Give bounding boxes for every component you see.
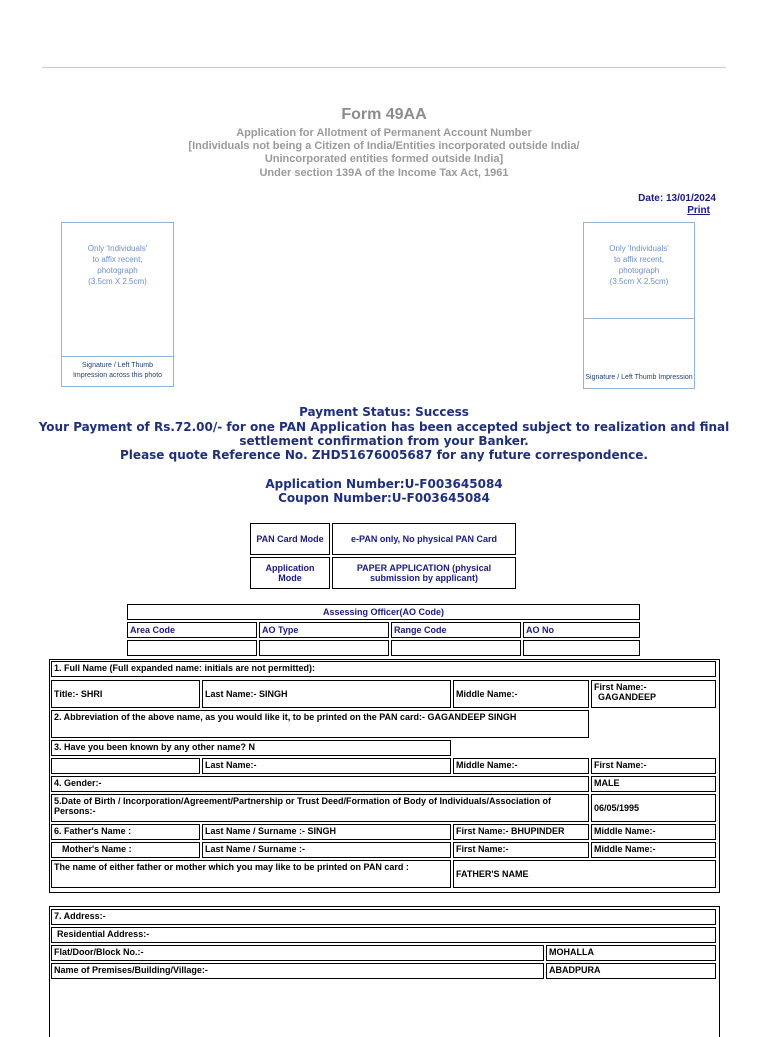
form-subtitle-2: [Individuals not being a Citizen of India/Entities incorporated outside India/	[188, 140, 580, 152]
photo-text-line: to affix recent,	[613, 255, 665, 264]
payment-message-1: Your Payment of Rs.72.00/- for one PAN Application has been accepted subject to realization and final	[38, 420, 730, 434]
form-title: Form 49AA	[341, 106, 427, 123]
other-first-name: First Name:-	[591, 758, 716, 774]
signature-instruction	[62, 361, 173, 381]
print-parent-name-value: FATHER'S NAME	[453, 860, 716, 888]
photo-box-right	[583, 222, 695, 389]
premises-value: ABADPURA	[546, 963, 716, 979]
area-code-value	[127, 640, 257, 656]
middle-name-field: Middle Name:-	[453, 680, 589, 708]
mode-table	[248, 521, 518, 591]
mother-last-name: Last Name / Surname :-	[202, 842, 451, 858]
father-middle-name: Middle Name:-	[591, 824, 716, 840]
father-first-name: First Name:- BHUPINDER	[453, 824, 589, 840]
last-name-field: Last Name:- SINGH	[202, 680, 451, 708]
ao-no-header: AO No	[523, 622, 640, 638]
range-code-header: Range Code	[391, 622, 521, 638]
title-field: Title:- SHRI	[51, 680, 200, 708]
photo-box-left	[61, 222, 174, 387]
signature-text-line: Impression across this photo	[72, 372, 163, 379]
full-name-question: 1. Full Name (Full expanded name: initials are not permitted):	[51, 661, 716, 677]
area-code-header: Area Code	[127, 622, 257, 638]
form-subtitle-4: Under section 139A of the Income Tax Act, 1961	[259, 167, 509, 179]
address-question: 7. Address:-	[51, 909, 716, 925]
signature-text-line: Signature / Left Thumb	[81, 362, 154, 369]
residential-address-label: Residential Address:-	[51, 927, 716, 943]
other-name-title	[51, 758, 200, 774]
gender-value: MALE	[591, 776, 716, 792]
ao-code-title: Assessing Officer(AO Code)	[127, 604, 640, 620]
dob-value: 06/05/1995	[591, 794, 716, 822]
print-parent-name-question: The name of either father or mother which you may like to be printed on PAN card :	[51, 860, 451, 888]
date-label: Date: 13/01/2024	[638, 193, 716, 204]
range-code-value	[391, 640, 521, 656]
photo-instruction	[62, 243, 173, 287]
payment-status: Payment Status: Success	[299, 405, 469, 419]
photo-text-line: photograph	[618, 266, 660, 275]
reference-message: Please quote Reference No. ZHD51676005687 for any future correspondence.	[120, 448, 648, 462]
flat-value: MOHALLA	[546, 945, 716, 961]
photo-text-line: (3.5cm X 2.5cm)	[609, 277, 669, 286]
ao-no-value	[523, 640, 640, 656]
pan-card-mode-label: PAN Card Mode	[250, 523, 330, 555]
photo-text-line: Only 'Individuals'	[87, 244, 148, 253]
signature-instruction: Signature / Left Thumb Impression	[585, 374, 693, 381]
ao-type-value	[259, 640, 389, 656]
premises-label: Name of Premises/Building/Village:-	[51, 963, 544, 979]
ao-type-header: AO Type	[259, 622, 389, 638]
coupon-number: Coupon Number:U-F003645084	[278, 491, 490, 505]
mother-name-label: Mother's Name :	[51, 842, 200, 858]
print-link[interactable]: Print	[687, 205, 710, 216]
other-name-question: 3. Have you been known by any other name? N	[51, 740, 451, 756]
application-mode-value: PAPER APPLICATION (physical submission by applicant)	[332, 557, 516, 589]
top-divider	[42, 67, 726, 68]
gender-question: 4. Gender:-	[51, 776, 589, 792]
dob-question: 5.Date of Birth / Incorporation/Agreement/Partnership or Trust Deed/Formation of Body of Individuals/Association of Persons:-	[51, 794, 589, 822]
photo-instruction	[584, 243, 694, 287]
application-mode-label: Application Mode	[250, 557, 330, 589]
photo-text-line: (3.5cm X 2.5cm)	[88, 277, 147, 286]
pan-card-mode-value: e-PAN only, No physical PAN Card	[332, 523, 516, 555]
flat-label: Flat/Door/Block No.:-	[51, 945, 544, 961]
photo-text-line: to affix recent,	[92, 255, 143, 264]
mother-first-name: First Name:-	[453, 842, 589, 858]
first-name-value: GAGANDEEP	[598, 692, 657, 702]
father-name-label: 6. Father's Name :	[51, 824, 200, 840]
application-number: Application Number:U-F003645084	[265, 477, 503, 491]
first-name-field	[591, 680, 716, 708]
payment-message-2: settlement confirmation from your Banker.	[239, 434, 529, 448]
photo-text-line: Only 'Individuals'	[609, 244, 669, 253]
photo-text-line: photograph	[97, 266, 138, 275]
other-last-name: Last Name:-	[202, 758, 451, 774]
other-middle-name: Middle Name:-	[453, 758, 589, 774]
form-subtitle-1: Application for Allotment of Permanent Account Number	[236, 127, 532, 139]
father-last-name: Last Name / Surname :- SINGH	[202, 824, 451, 840]
form-subtitle-3: Unincorporated entities formed outside India]	[264, 153, 504, 165]
abbreviation-question: 2. Abbreviation of the above name, as you would like it, to be printed on the PAN card:- GAGANDEEP SINGH	[51, 710, 589, 738]
photo-divider	[584, 318, 694, 319]
photo-divider	[62, 356, 173, 357]
first-name-label: First Name:-	[594, 682, 647, 692]
mother-middle-name: Middle Name:-	[591, 842, 716, 858]
ao-code-table	[125, 602, 642, 658]
